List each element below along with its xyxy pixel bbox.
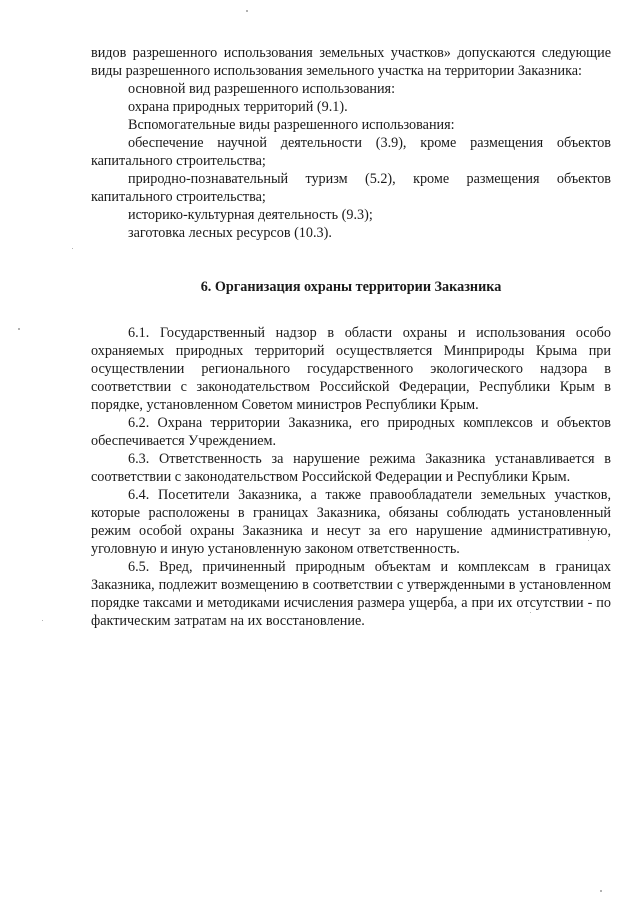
scan-speck (588, 540, 589, 541)
section-paragraph-6-2: 6.2. Охрана территории Заказника, его природных комплексов и объектов обеспечивается Учреждением. (91, 415, 611, 449)
section-paragraph-6-5: 6.5. Вред, причиненный природным объектам и комплексам в границах Заказника, подлежит возмещению в соответствии с утвержденными в установленном порядке таксами и методиками исчисления размера ущерба, а при их отсутствии - по фактическим затратам на их восстановление. (91, 559, 611, 629)
aux-use-item-3: историко-культурная деятельность (9.3); (128, 207, 373, 223)
scan-speck (18, 328, 20, 330)
scan-speck (42, 620, 43, 621)
scan-speck (530, 612, 531, 613)
section-paragraph-6-4: 6.4. Посетители Заказника, а также правообладатели земельных участков, которые расположены в границах Заказника, обязаны соблюдать установленный режим особой охраны Заказника и несут за его нарушение административную, уголовную и иную установленную законом ответственность. (91, 487, 611, 557)
aux-use-label: Вспомогательные виды разрешенного использования: (128, 117, 455, 133)
section-paragraph-6-1: 6.1. Государственный надзор в области охраны и использования особо охраняемых природных территорий осуществляется Минприроды Крыма при осуществлении регионального государственного экологического надзора в соответствии с законодательством Российской Федерации, Республики Крым в порядке, установленном Советом министров Республики Крым. (91, 325, 611, 413)
aux-use-item-2: природно-познавательный туризм (5.2), кроме размещения объектов капитального строительства; (91, 171, 611, 205)
document-body (91, 44, 611, 630)
scan-speck (72, 248, 73, 249)
section-paragraph-6-3: 6.3. Ответственность за нарушение режима Заказника устанавливается в соответствии с законодательством Российской Федерации и Республики Крым. (91, 451, 611, 485)
aux-use-item-1: обеспечение научной деятельности (3.9), кроме размещения объектов капитального строительства; (91, 135, 611, 169)
section-heading: 6. Организация охраны территории Заказника (200, 279, 502, 295)
intro-paragraph: видов разрешенного использования земельных участков» допускаются следующие виды разрешенного использования земельного участка на территории Заказника: (91, 45, 611, 79)
main-use-label: основной вид разрешенного использования: (128, 81, 396, 97)
scan-speck (246, 10, 248, 12)
spacer (91, 296, 611, 324)
aux-use-item-4: заготовка лесных ресурсов (10.3). (128, 225, 332, 241)
main-use-item: охрана природных территорий (9.1). (128, 99, 348, 115)
scan-speck (600, 890, 602, 892)
spacer (91, 242, 611, 278)
